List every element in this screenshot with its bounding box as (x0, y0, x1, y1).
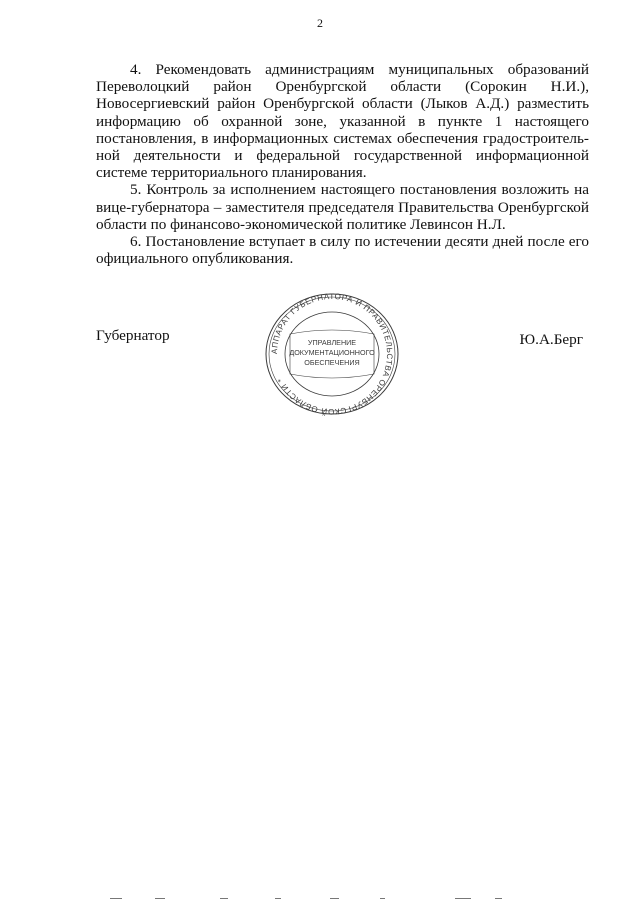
page-number: 2 (317, 16, 323, 30)
paragraph-6: 6. Постановление вступает в силу по истечении десяти дней после его официального опубликования. (96, 233, 589, 268)
paragraph-4: 4. Рекомендовать администрациям муниципальных образований Переволоцкий район Оренбургской области (Сорокин Н.И.), Новосергиевский район Оренбургской области (Лыков А.Д.) разместить информацию об охранной зоне, указанной в пункте 1 настоящего постановления, в информационных системах обеспечения градостроитель-ной деятельности и федеральной государственной информационной системе территориального планирования. (96, 61, 589, 182)
signatory-title: Губернатор (96, 327, 170, 344)
seal-ring-text: АППАРАТ ГУБЕРНАТОРА И ПРАВИТЕЛЬСТВА ОРЕНБУРГСКОЙ ОБЛАСТИ * (269, 291, 395, 417)
official-seal (257, 290, 407, 420)
seal-center-line: ОБЕСПЕЧЕНИЯ (304, 358, 360, 367)
seal-center-line: УПРАВЛЕНИЕ (307, 338, 357, 347)
seal-center-line: ДОКУМЕНТАЦИОННОГО (289, 348, 375, 357)
signatory-name: Ю.А.Берг (519, 331, 583, 348)
document-body (96, 61, 589, 267)
paragraph-5: 5. Контроль за исполнением настоящего постановления возложить на вице-губернатора – заместителя председателя Правительства Оренбургской области по финансово-экономической политике Левинсон Н.Л. (96, 181, 589, 233)
scan-edge-artifact (110, 897, 510, 900)
